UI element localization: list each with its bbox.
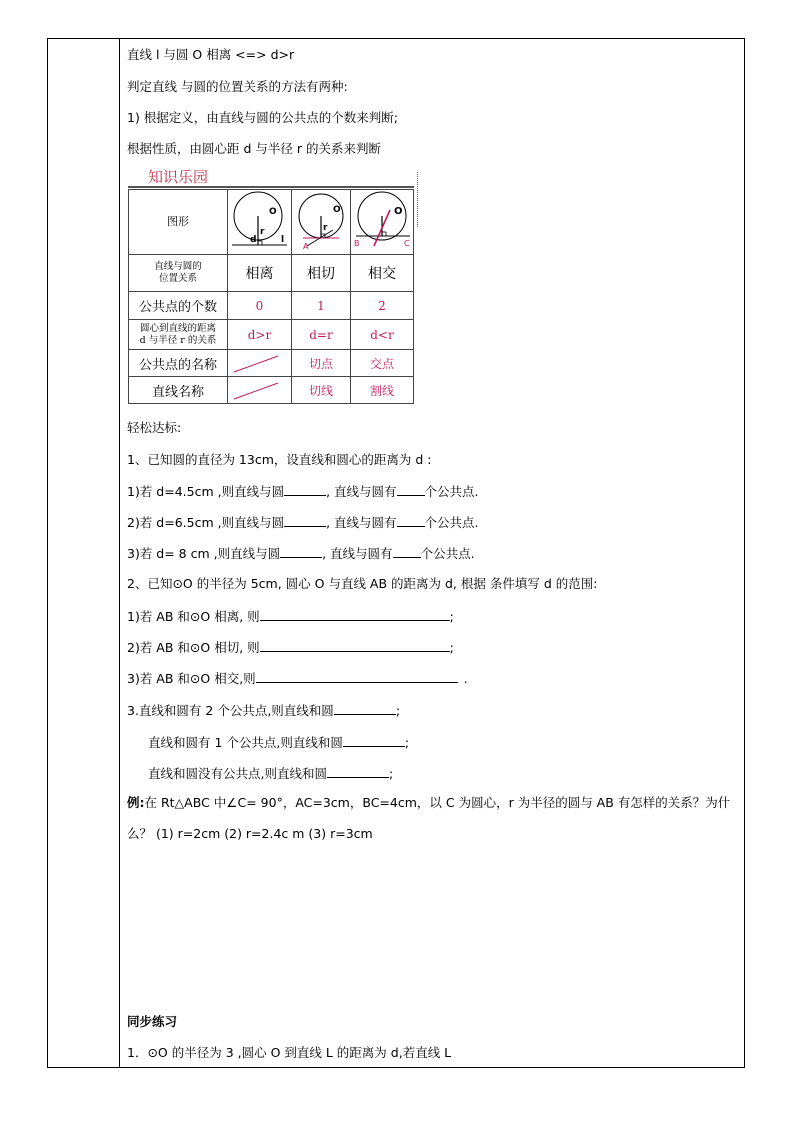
figure-letter-r: r <box>259 227 264 237</box>
example-line-1 <box>127 795 730 811</box>
question-text: 个公共点. <box>420 546 475 561</box>
figure-tangent <box>292 190 351 255</box>
question-text: 3.直线和圆有 2 个公共点,则直线和圆 <box>127 703 334 718</box>
dotted-margin-line <box>417 172 418 227</box>
table-cell: 割线 <box>351 377 414 404</box>
row-header-line: 圆心到直线的距离 <box>139 322 216 334</box>
figure-letter-o: O <box>393 206 403 217</box>
table-cell: d=r <box>292 320 351 350</box>
answer-blank[interactable] <box>284 514 326 527</box>
question-text: 个公共点. <box>424 484 479 499</box>
figure-letter-c: C <box>403 239 410 248</box>
table-row <box>129 292 414 320</box>
sync-question-1: 1．⊙O 的半径为 3 ,圆心 O 到直线 L 的距离为 d,若直线 L <box>127 1045 452 1060</box>
exercise-heading: 轻松达标: <box>127 420 182 435</box>
question-2-3 <box>127 670 468 686</box>
question-text: 1)若 d=4.5cm ,则直线与圆 <box>127 484 285 499</box>
question-2-1 <box>127 608 454 624</box>
table-cell: 2 <box>351 292 414 320</box>
figure-intersect <box>351 190 414 255</box>
question-3-3 <box>148 765 393 781</box>
figure-letter-o: O <box>268 207 277 217</box>
answer-blank[interactable] <box>334 702 396 715</box>
figure-label: 图形 <box>129 190 228 255</box>
text-line-2: 判定直线 与圆的位置关系的方法有两种: <box>127 79 348 94</box>
question-1-1 <box>127 483 479 499</box>
example-text: 在 Rt△ABC 中∠C= 90°，AC=3cm，BC=4cm，以 C 为圆心，r 为半径的圆与 AB 有怎样的关系？为什 <box>144 795 731 810</box>
question-text: ; <box>404 735 410 750</box>
question-text: ; <box>449 609 454 624</box>
answer-blank[interactable] <box>260 639 450 652</box>
figure-letter-d: d <box>249 235 256 245</box>
knowledge-table <box>128 189 414 404</box>
question-text: 2)若 AB 和⊙O 相切, 则 <box>127 640 260 655</box>
table-cell: 交点 <box>351 350 414 377</box>
question-text: 直线和圆有 1 个公共点,则直线和圆 <box>148 735 343 750</box>
row-header-line: d 与半径 r 的关系 <box>139 334 217 346</box>
table-cell: 切线 <box>292 377 351 404</box>
table-row <box>129 350 414 377</box>
row-header-line: 位置关系 <box>158 273 197 284</box>
question-text: ; <box>449 640 454 655</box>
table-cell: 1 <box>292 292 351 320</box>
question-1: 1、已知圆的直径为 13cm，设直线和圆心的距离为 d : <box>127 452 432 467</box>
question-text: , 直线与圆有 <box>326 484 397 499</box>
answer-blank[interactable] <box>256 670 458 683</box>
table-cell: 相切 <box>292 255 351 292</box>
table-cell: 相交 <box>351 255 414 292</box>
question-1-2 <box>127 514 479 530</box>
table-cell: d<r <box>351 320 414 350</box>
text-line-1: 直线 l 与圆 O 相离 <=> d>r <box>127 47 295 62</box>
question-text: 3)若 AB 和⊙O 相交,则 <box>127 671 256 686</box>
table-cell: d>r <box>228 320 292 350</box>
question-text: . <box>463 671 468 686</box>
row-header <box>129 255 228 292</box>
figure-letter-a: A <box>302 242 308 250</box>
question-2: 2、已知⊙O 的半径为 5cm, 圆心 O 与直线 AB 的距离为 d, 根据 条件填写 d 的范围: <box>127 576 598 591</box>
answer-blank[interactable] <box>397 514 425 527</box>
knowledge-table-title: 知识乐园 <box>128 168 414 188</box>
question-3-2 <box>148 734 409 750</box>
question-text: ; <box>388 766 394 781</box>
question-text: 2)若 d=6.5cm ,则直线与圆 <box>127 515 285 530</box>
answer-blank[interactable] <box>397 483 425 496</box>
row-header <box>129 320 228 350</box>
answer-blank[interactable] <box>343 734 405 747</box>
table-cell: 相离 <box>228 255 292 292</box>
empty-slash-cell <box>228 377 292 404</box>
question-text: ; <box>395 703 401 718</box>
example-line-2: 么？ (1) r=2cm (2) r=2.4c m (3) r=3cm <box>127 826 373 841</box>
answer-blank[interactable] <box>393 545 421 558</box>
answer-blank[interactable] <box>284 483 326 496</box>
question-2-2 <box>127 639 454 655</box>
question-1-3 <box>127 545 475 561</box>
table-row <box>129 320 414 350</box>
column-divider <box>119 38 120 1068</box>
table-row <box>129 377 414 404</box>
empty-slash-cell <box>228 350 292 377</box>
question-text: , 直线与圆有 <box>326 515 397 530</box>
table-row <box>129 255 414 292</box>
sync-heading: 同步练习 <box>127 1014 178 1029</box>
table-row-figure <box>129 190 414 255</box>
question-text: 1)若 AB 和⊙O 相离, 则 <box>127 609 260 624</box>
table-cell: 切点 <box>292 350 351 377</box>
row-header: 直线名称 <box>129 377 228 404</box>
text-line-4: 根据性质，由圆心距 d 与半径 r 的关系来判断 <box>127 141 381 156</box>
figure-letter-l: l <box>280 235 284 245</box>
text-line-3: 1) 根据定义，由直线与圆的公共点的个数来判断; <box>127 110 399 125</box>
question-text: 直线和圆没有公共点,则直线和圆 <box>148 766 327 781</box>
figure-letter-o: O <box>332 205 341 215</box>
answer-blank[interactable] <box>327 765 389 778</box>
row-header-line: 直线与圆的 <box>154 261 202 272</box>
question-text: 3)若 d= 8 cm ,则直线与圆 <box>127 546 281 561</box>
question-text: , 直线与圆有 <box>322 546 393 561</box>
figure-letter-r: r <box>322 223 327 233</box>
table-cell: 0 <box>228 292 292 320</box>
answer-blank[interactable] <box>280 545 322 558</box>
example-label: 例: <box>127 795 145 810</box>
row-header: 公共点的个数 <box>129 292 228 320</box>
question-3 <box>127 702 400 718</box>
answer-blank[interactable] <box>260 608 450 621</box>
row-header: 公共点的名称 <box>129 350 228 377</box>
question-text: 个公共点. <box>424 515 479 530</box>
figure-letter-b: B <box>353 239 359 248</box>
figure-separate <box>228 190 292 255</box>
